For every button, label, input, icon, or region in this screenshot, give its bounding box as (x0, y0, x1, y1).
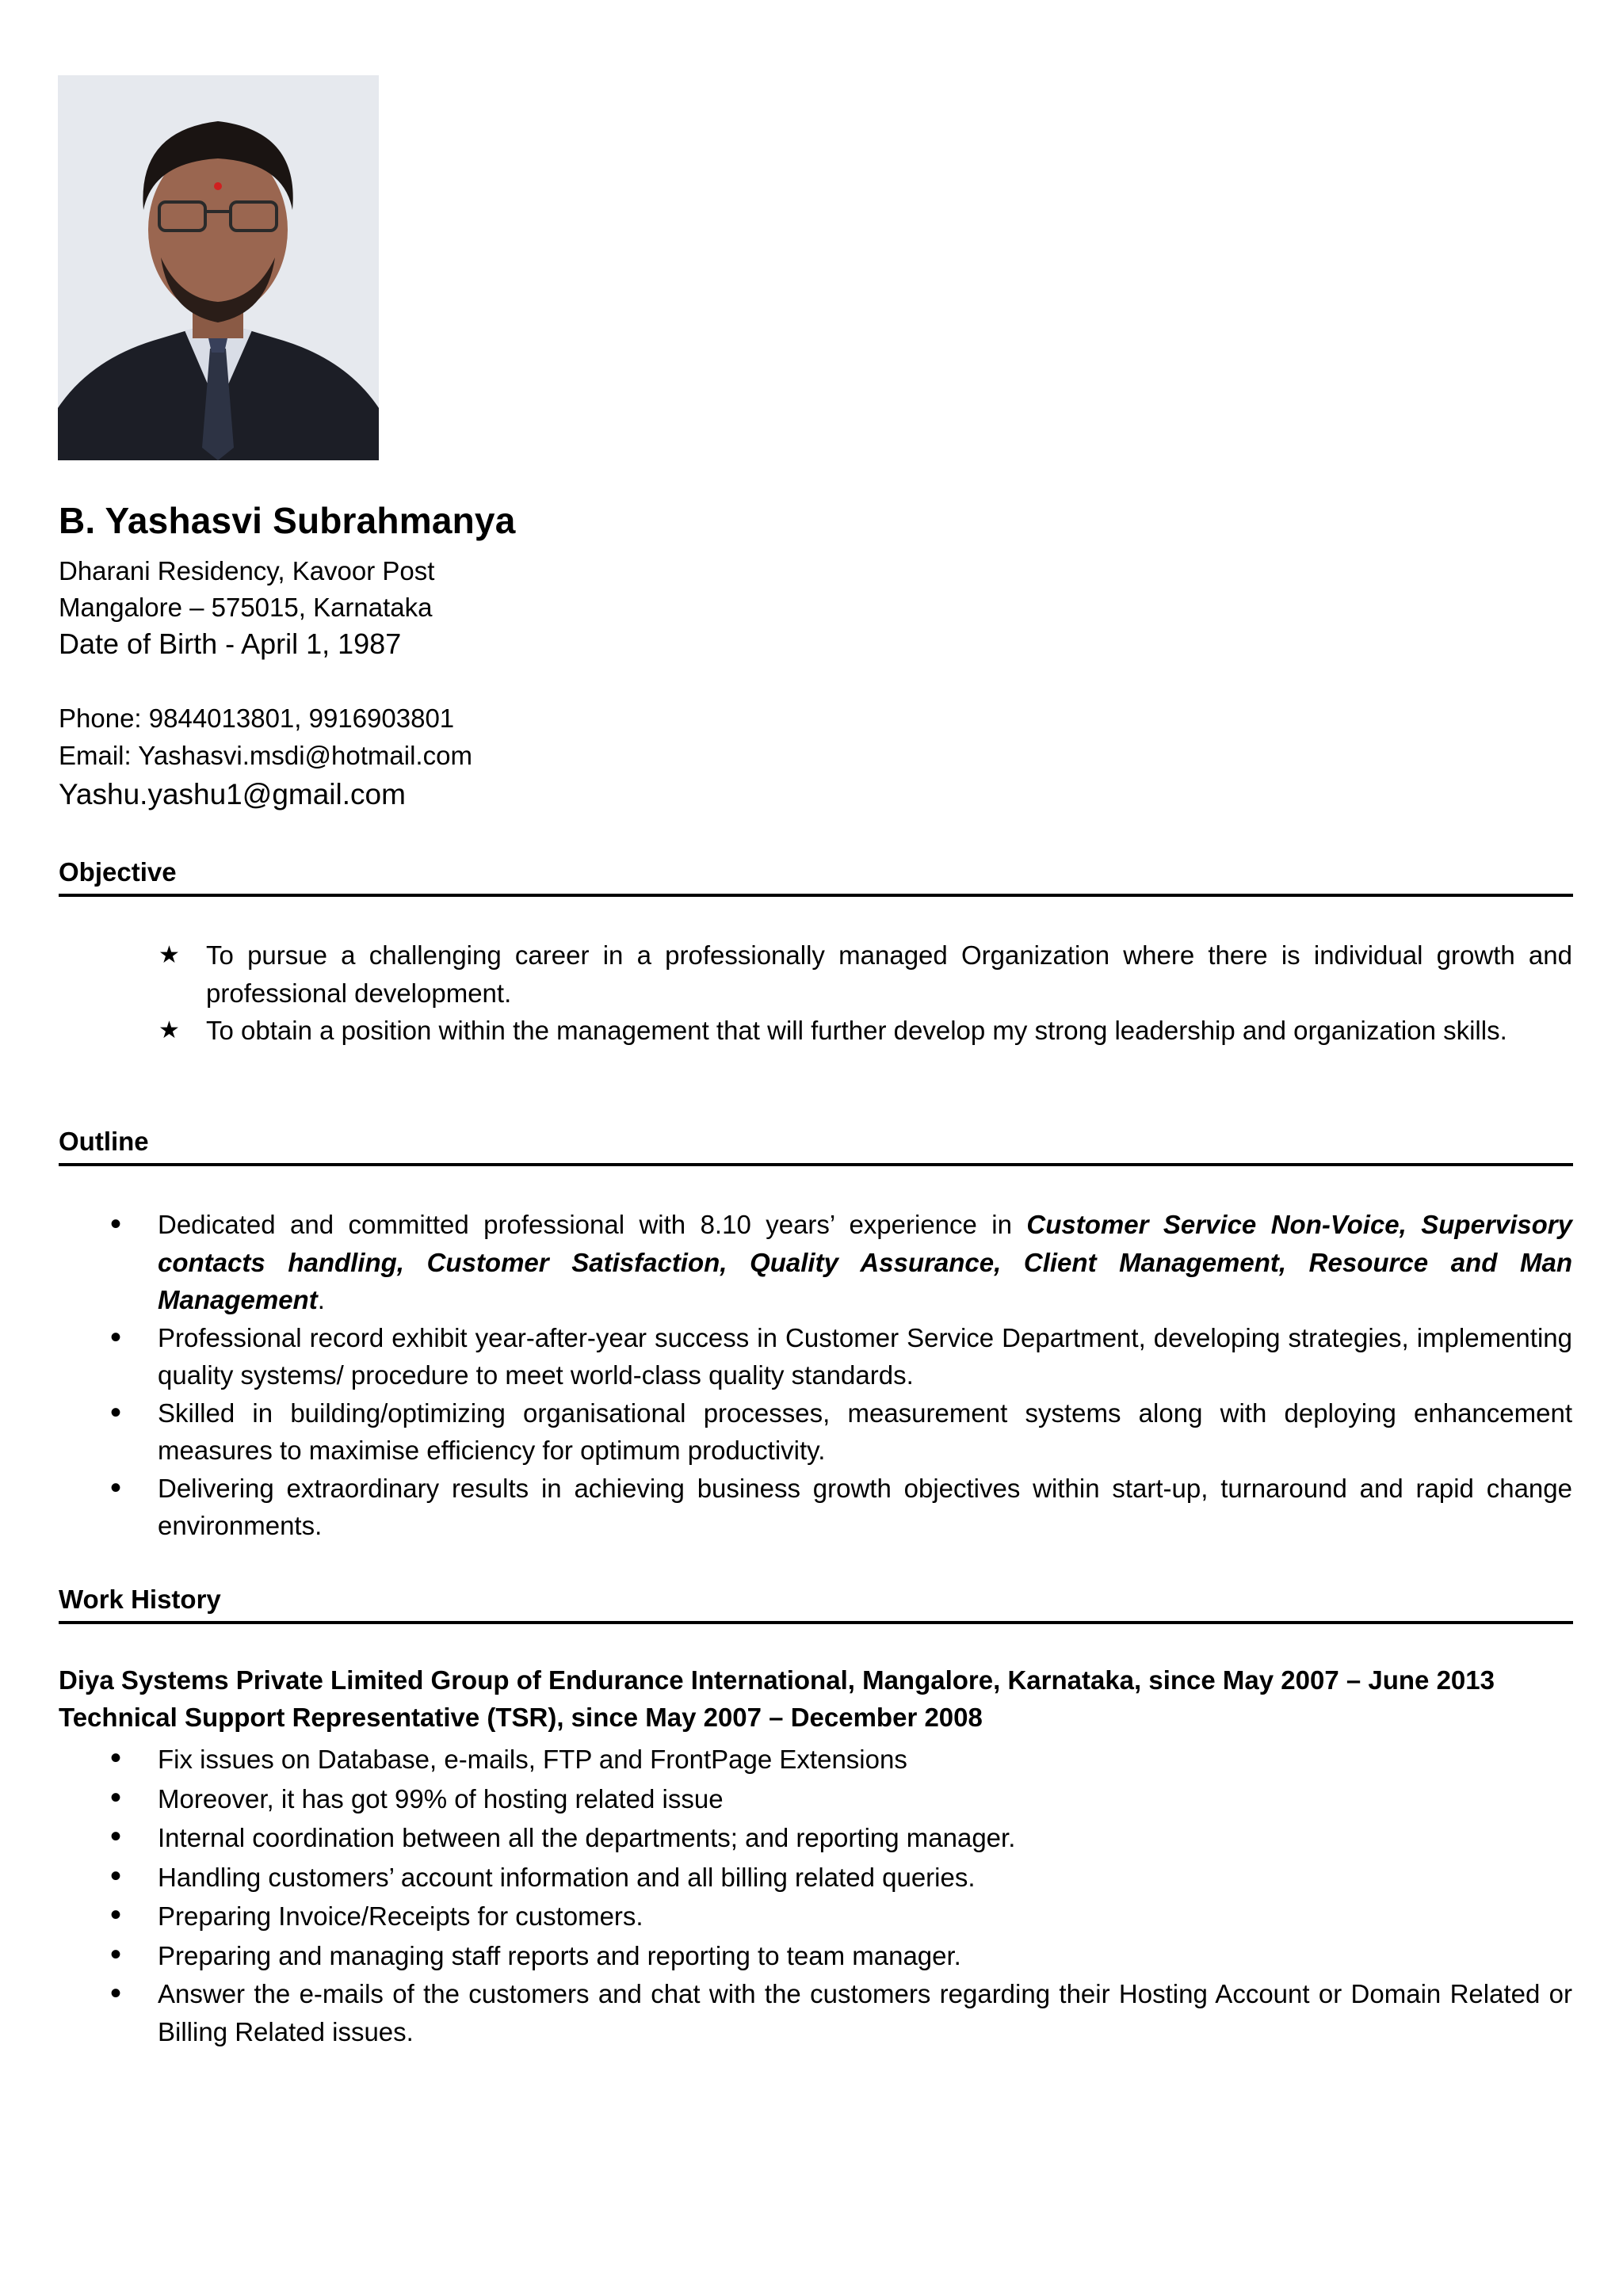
section-divider (59, 1621, 1573, 1624)
section-title-work-history: Work History (59, 1585, 221, 1614)
list-item: • Professional record exhibit year-after-year success in Customer Service Department, developing strategies, implementing quality systems/ procedure to meet world-class quality standards. (110, 1319, 1572, 1390)
list-item: • Preparing and managing staff reports and reporting to team manager. (158, 1936, 1572, 1976)
list-item: • Handling customers’ account information and all billing related queries. (158, 1858, 1572, 1897)
candidate-name: B. Yashasvi Subrahmanya (59, 500, 516, 541)
company-heading: Diya Systems Private Limited Group of Endurance International, Mangalore, Karnataka, since May 2007 – June 2013 (59, 1665, 1495, 1695)
email-secondary: Yashu.yashu1@gmail.com (59, 778, 406, 810)
bullet-icon: • (110, 1470, 122, 1505)
star-icon: ★ (158, 1017, 180, 1043)
star-icon: ★ (158, 942, 180, 968)
list-item: • Internal coordination between all the departments; and reporting manager. (158, 1818, 1572, 1858)
bullet-icon: • (110, 1319, 122, 1355)
list-item: • Delivering extraordinary results in achieving business growth objectives within start-up, turnaround and rapid change environments. (110, 1470, 1572, 1540)
bullet-icon: • (110, 1976, 122, 2011)
list-item: • Answer the e-mails of the customers and chat with the customers regarding their Hosting Account or Domain Related or Billing Related issues. (110, 1976, 1572, 2046)
outline-list (110, 1206, 1572, 1545)
phone-numbers: Phone: 9844013801, 9916903801 (59, 704, 455, 733)
section-divider (59, 894, 1573, 897)
role-heading: Technical Support Representative (TSR), since May 2007 – December 2008 (59, 1703, 983, 1732)
objective-list (158, 936, 1572, 1050)
list-item: ★ To obtain a position within the management that will further develop my strong leadership and organization skills. (206, 1012, 1572, 1050)
bullet-icon: • (110, 1207, 122, 1241)
work-duties-list (110, 1740, 1572, 2050)
list-item: • Dedicated and committed professional with 8.10 years’ experience in Customer Service Non-Voice, Supervisory contacts handling, Customer Satisfaction, Quality Assurance, Client Management, Resource and Man Management. (110, 1207, 1572, 1314)
list-item: • Fix issues on Database, e-mails, FTP and FrontPage Extensions (158, 1740, 1572, 1779)
email-primary: Email: Yashasvi.msdi@hotmail.com (59, 741, 472, 770)
address-line-2: Mangalore – 575015, Karnataka (59, 593, 433, 622)
section-title-objective: Objective (59, 857, 177, 887)
bullet-icon: • (110, 1858, 122, 1894)
list-item: • Skilled in building/optimizing organisational processes, measurement systems along with deploying enhancement measures to maximise efficiency for optimum productivity. (110, 1394, 1572, 1465)
bullet-icon: • (110, 1741, 122, 1775)
profile-photo (58, 75, 379, 460)
bullet-icon: • (110, 1897, 122, 1932)
bullet-icon: • (110, 1394, 122, 1430)
date-of-birth: Date of Birth - April 1, 1987 (59, 627, 402, 660)
bullet-icon: • (110, 1819, 122, 1854)
list-item: • Moreover, it has got 99% of hosting related issue (158, 1779, 1572, 1819)
bullet-icon: • (110, 1936, 122, 1972)
section-divider (59, 1163, 1573, 1166)
bullet-icon: • (110, 1779, 122, 1815)
section-title-outline: Outline (59, 1127, 149, 1156)
list-item: • Preparing Invoice/Receipts for customers. (158, 1897, 1572, 1936)
list-item: ★ To pursue a challenging career in a professionally managed Organization where there is individual growth and professional development. (206, 936, 1572, 1012)
address-line-1: Dharani Residency, Kavoor Post (59, 556, 435, 585)
